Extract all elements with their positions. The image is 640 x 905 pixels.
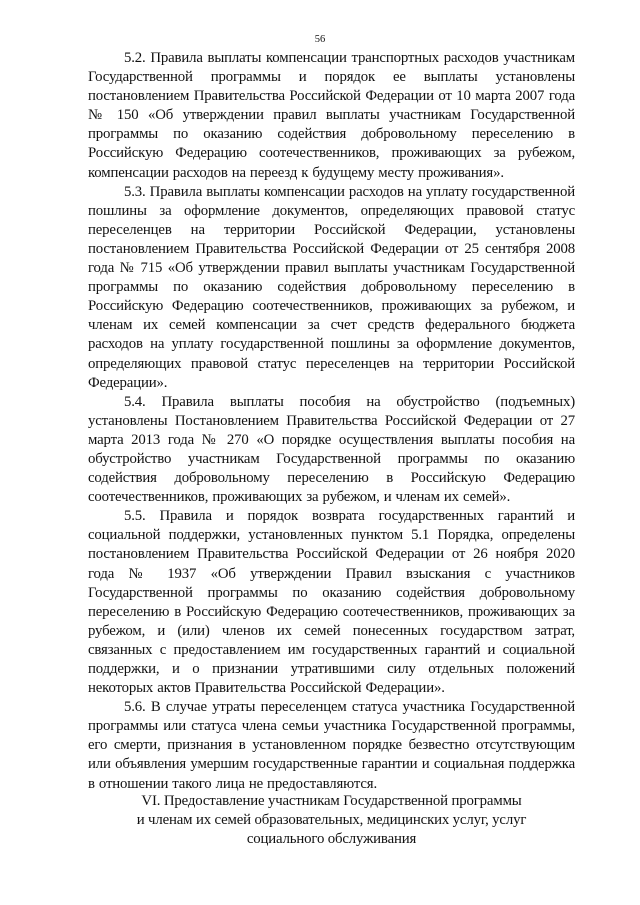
paragraph-5-5: 5.5. Правила и порядок возврата государственных гарантий и социальной поддержки, установленных пунктом 5.1 Порядка, определены постановлением Правительства Российской Федерации от 26 ноября 2020 года № 1937 «Об утверждении Правил взыскания с участников Государственной программы по оказанию содействия добровольному переселению в Российскую Федерацию соотечественников, проживающих за рубежом, и (или) членов их семей понесенных государством затрат, связанных с предоставлением им государственных гарантий и социальной поддержки, и о признании утратившими силу отдельных положений некоторых актов Правительства Российской Федерации». xyxy=(88,508,575,697)
page-number: 56 xyxy=(314,34,326,45)
paragraph-5-6: 5.6. В случае утраты переселенцем статуса участника Государственной программы или статуса члена семьи участника Государственной программы, его смерти, признания в установленном порядке безвестно отсутствующим или объявления умершим государственные гарантии и социальная поддержка в отношении такого лица не предоставляются. xyxy=(88,699,575,792)
section-heading-line: социального обслуживания xyxy=(246,831,417,847)
paragraph-5-3: 5.3. Правила выплаты компенсации расходов на уплату государственной пошлины за оформление документов, определяющих правовой статус переселенцев на территории Российской Федерации, установлены постановлением Правительства Российской Федерации от 25 сентября 2008 года № 715 «Об утверждении правил выплаты участникам Государственной программы по оказанию содействия добровольному переселению в Российскую Федерацию соотечественников, проживающих за рубежом, и членам их семей компенсации за счет средств федерального бюджета расходов на уплату государственной пошлины за оформление документов, определяющих правовой статус переселенцев на территории Российской Федерации». xyxy=(88,183,575,391)
paragraph-5-2: 5.2. Правила выплаты компенсации транспортных расходов участникам Государственной программы и порядок ее выплаты установлены постановлением Правительства Российской Федерации от 10 марта 2007 года № 150 «Об утверждении правил выплаты участникам Государственной программы по оказанию содействия добровольному переселению в Российскую Федерацию соотечественников, проживающих за рубежом, компенсации расходов на переезд к будущему месту проживания». xyxy=(88,50,575,181)
body-text xyxy=(88,49,575,794)
section-heading-line: VI. Предоставление участникам Государственной программы xyxy=(141,793,522,809)
section-heading xyxy=(88,792,575,849)
section-heading-line: и членам их семей образовательных, медицинских услуг, услуг xyxy=(136,812,527,828)
paragraph-5-4: 5.4. Правила выплаты пособия на обустройство (подъемных) установлены Постановлением Правительства Российской Федерации от 27 марта 2013 года № 270 «О порядке осуществления выплаты пособия на обустройство участникам Государственной программы по оказанию содействия добровольному переселению в Российскую Федерацию соотечественников, проживающих за рубежом, и членам их семей». xyxy=(88,393,575,506)
